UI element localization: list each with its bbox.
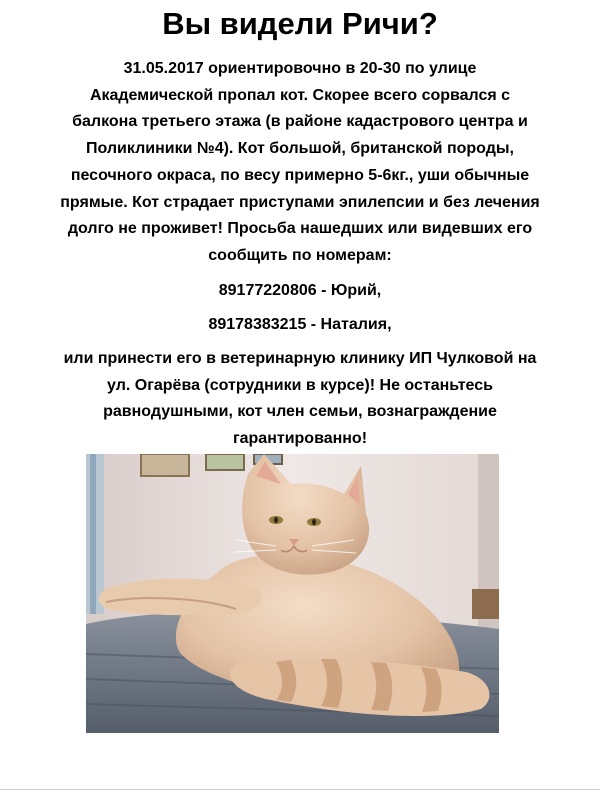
description-line: 31.05.2017 ориентировочно в 20-30 по улице [123, 60, 477, 77]
closing-line: ул. Огарёва (сотрудники в курсе)! Не останьтесь [107, 376, 493, 394]
contact-phone-natalia: 89178383215 - Наталия, [208, 316, 392, 333]
closing-line: равнодушными, кот член семьи, вознаграждение [103, 403, 497, 421]
description-line: Поликлиники №4). Кот большой, британской породы, [85, 140, 514, 158]
cat-photo [86, 454, 499, 733]
description-paragraph [40, 56, 560, 270]
picture-frame [206, 454, 244, 470]
description-line: прямые. Кот страдает приступами эпилепсии и без лечения [60, 193, 540, 211]
furniture-edge [472, 589, 499, 619]
picture-frame [141, 454, 189, 476]
description-line: долго не проживет! Просьба нашедших или видевших его [67, 220, 533, 238]
closing-paragraph [40, 346, 560, 453]
contact-phone-yuri: 89177220806 - Юрий, [218, 282, 382, 299]
bottom-divider [0, 789, 600, 790]
page-title: Вы видели Ричи? [162, 6, 438, 41]
description-line: Академической пропал кот. Скорее всего сорвался с [89, 86, 511, 104]
description-line: балкона третьего этажа (в районе кадастрового центра и [72, 113, 528, 131]
closing-line: гарантированно! [232, 430, 368, 448]
description-line: песочного окраса, по весу примерно 5-6кг., уши обычные [70, 166, 530, 184]
description-line: сообщить по номерам: [208, 246, 392, 264]
closing-line: или принести его в ветеринарную клинику ИП Чулковой на [63, 350, 537, 367]
